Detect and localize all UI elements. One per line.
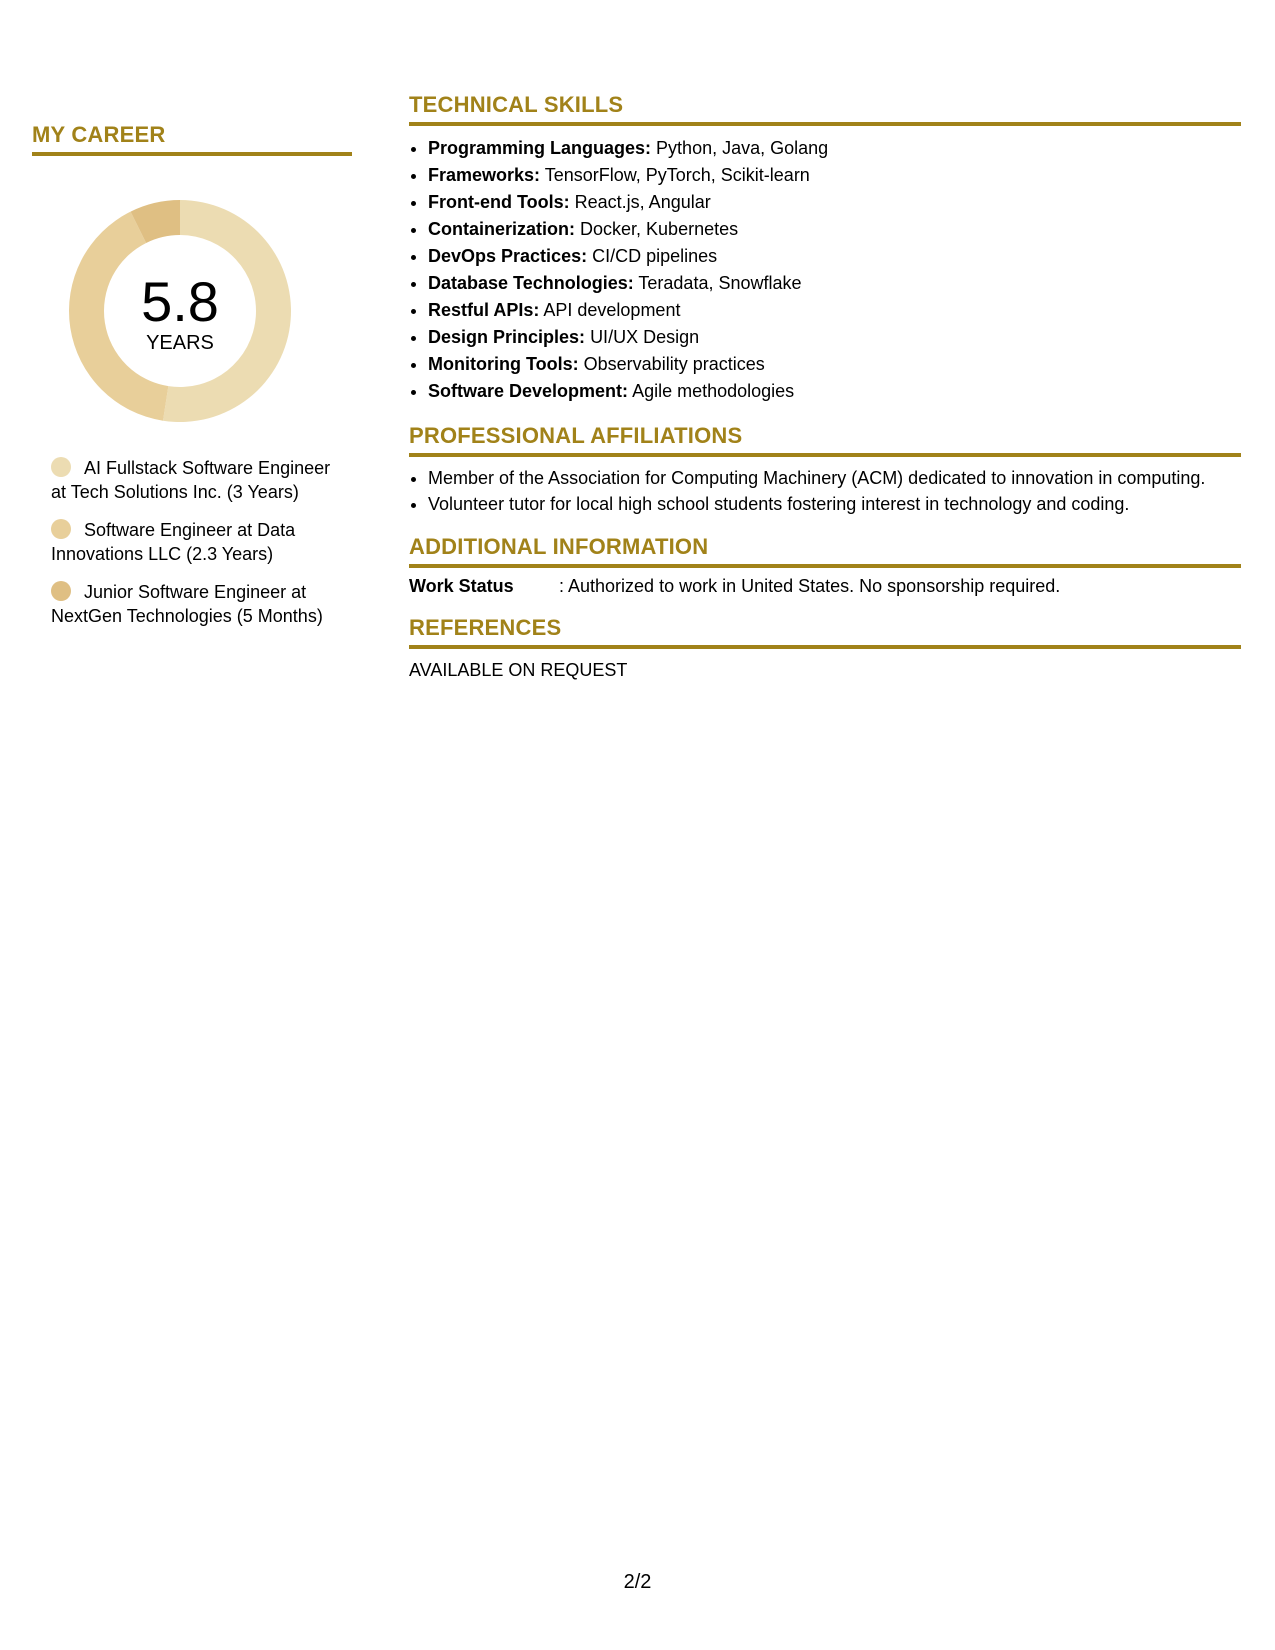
skill-label: Software Development:: [428, 381, 629, 401]
career-legend: [51, 456, 331, 628]
technical-skills-heading: TECHNICAL SKILLS: [409, 92, 1241, 126]
work-status-value: : Authorized to work in United States. No sponsorship required.: [559, 576, 1061, 596]
skill-value: Python, Java, Golang: [656, 138, 829, 158]
skills-list: [409, 135, 1241, 405]
legend-item: [51, 518, 331, 566]
skill-value: API development: [543, 300, 681, 320]
skill-label: Monitoring Tools:: [428, 354, 579, 374]
references-heading: REFERENCES: [409, 615, 1241, 649]
legend-label: Junior Software Engineer at NextGen Technologies (5 Months): [51, 582, 323, 626]
legend-label: Software Engineer at Data Innovations LLC (2.3 Years): [51, 520, 296, 564]
skill-value: CI/CD pipelines: [592, 246, 718, 266]
skill-label: Frameworks:: [428, 165, 541, 185]
legend-dot-icon: [51, 519, 71, 539]
skill-value: TensorFlow, PyTorch, Scikit-learn: [544, 165, 810, 185]
work-status-label: Work Status: [409, 576, 514, 596]
career-heading: MY CAREER: [32, 122, 352, 156]
skill-item: [428, 162, 1241, 189]
skill-item: [428, 243, 1241, 270]
career-column: [32, 122, 352, 642]
page-number: 2/2: [623, 1571, 652, 1593]
skill-value: React.js, Angular: [574, 192, 711, 212]
work-status-row: [409, 576, 1241, 597]
professional-affiliations-heading: PROFESSIONAL AFFILIATIONS: [409, 423, 1241, 457]
skill-item: [428, 351, 1241, 378]
skill-item: [428, 216, 1241, 243]
total-years-value: 5.8: [141, 270, 219, 333]
legend-item: [51, 580, 331, 628]
legend-item: [51, 456, 331, 504]
total-years-unit: YEARS: [146, 332, 214, 354]
skill-label: Programming Languages:: [428, 138, 652, 158]
affiliation-item: • Member of the Association for Computing Machinery (ACM) dedicated to innovation in computing.: [428, 466, 1241, 490]
additional-information-heading: ADDITIONAL INFORMATION: [409, 534, 1241, 568]
skill-label: Containerization:: [428, 219, 575, 239]
skill-label: Restful APIs:: [428, 300, 540, 320]
skill-value: Docker, Kubernetes: [580, 219, 739, 239]
skill-value: Teradata, Snowflake: [638, 273, 802, 293]
skill-label: Database Technologies:: [428, 273, 634, 293]
skill-item: [428, 135, 1241, 162]
skill-value: UI/UX Design: [590, 327, 700, 347]
legend-dot-icon: [51, 457, 71, 477]
skill-label: Design Principles:: [428, 327, 586, 347]
affiliations-list: [409, 466, 1241, 516]
references-text: AVAILABLE ON REQUEST: [409, 660, 628, 680]
details-column: [409, 92, 1241, 681]
donut-center: [65, 196, 295, 426]
skill-item: [428, 378, 1241, 405]
skill-item: [428, 189, 1241, 216]
skill-item: [428, 297, 1241, 324]
skill-value: Agile methodologies: [632, 381, 795, 401]
legend-label: AI Fullstack Software Engineer at Tech Solutions Inc. (3 Years): [51, 458, 331, 502]
career-donut-chart: [65, 196, 295, 426]
skill-label: DevOps Practices:: [428, 246, 588, 266]
skill-label: Front-end Tools:: [428, 192, 570, 212]
skill-item: [428, 324, 1241, 351]
skill-value: Observability practices: [583, 354, 765, 374]
affiliation-item: • Volunteer tutor for local high school students fostering interest in technology and coding.: [428, 492, 1241, 516]
legend-dot-icon: [51, 581, 71, 601]
skill-item: [428, 270, 1241, 297]
